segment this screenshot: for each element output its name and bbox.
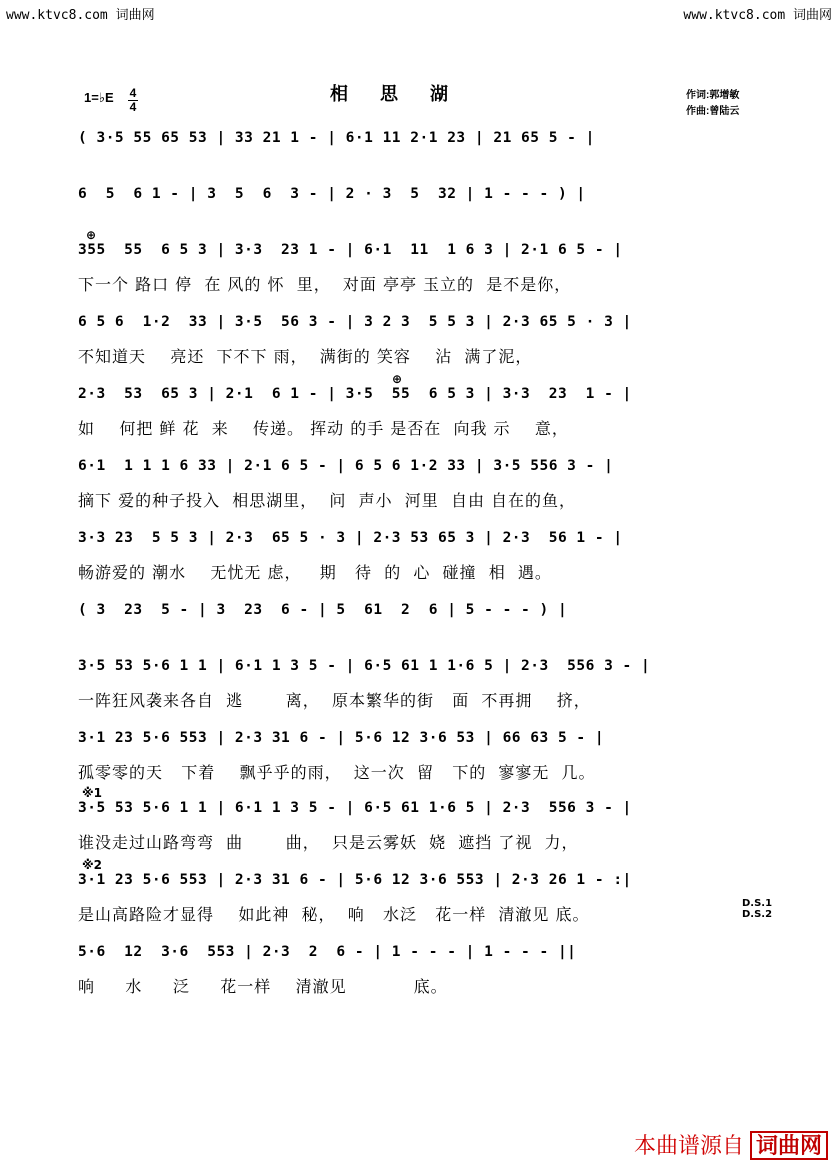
system-notes: 6 5 6 1 - | 3 5 6 3 - | 2 · 3 5 32 | 1 - - - ) |: [78, 186, 586, 202]
lyricist: 作词:郭增敏: [686, 90, 740, 101]
system-notes: 3·5 53 5·6 1 1 | 6·1 1 3 5 - | 6·5 61 1 1·6 5 | 2·3 556 3 - |: [78, 658, 651, 674]
time-bottom: 4: [129, 100, 137, 114]
sign-1: ※1: [82, 786, 103, 800]
segno-mark: ⊕: [86, 228, 97, 242]
system-lyrics: 下一个 路口 停 在 风的 怀 里， 对面 亭亭 玉立的 是不是你，: [78, 275, 572, 294]
key-signature: 1=♭E: [84, 90, 114, 105]
system-lyrics: 如 何把 鲜 花 来 传递。 挥动 的手 是否在 向我 示 意，: [78, 419, 569, 438]
system-lyrics: 响 水 泛 花一样 清澈见 底。: [78, 977, 448, 996]
system-notes: 3·1 23 5·6 553 | 2·3 31 6 - | 5·6 12 3·6 53 | 66 63 5 - |: [78, 730, 605, 746]
system-notes: 2·3 53 65 3 | 2·1 6 1 - | 3·5 55 6 5 3 | 3·3 23 1 - |: [78, 386, 632, 402]
system-notes: 5·6 12 3·6 553 | 2·3 2 6 - | 1 - - - | 1 - - - ||: [78, 944, 577, 960]
system-notes: 355 55 6 5 3 | 3·3 23 1 - | 6·1 11 1 6 3 | 2·1 6 5 - |: [78, 242, 623, 258]
system-lyrics: 是山高路险才显得 如此神 秘， 响 水泛 花一样 清澈见 底。: [78, 905, 590, 924]
ds-marks: [742, 898, 772, 920]
segno-mark-2: ⊕: [392, 372, 403, 386]
footer-source-text: 本曲谱源自: [633, 1133, 744, 1158]
time-top: 4: [129, 86, 137, 100]
system-notes: 3·3 23 5 5 3 | 2·3 65 5 · 3 | 2·3 53 65 3 | 2·3 56 1 - |: [78, 530, 623, 546]
system-notes: 6·1 1 1 1 6 33 | 2·1 6 5 - | 6 5 6 1·2 33 | 3·5 556 3 - |: [78, 458, 614, 474]
ds1-mark: D.S.1: [742, 898, 773, 909]
watermark-left: www.ktvc8.com 词曲网: [6, 8, 155, 23]
watermark-right: www.ktvc8.com 词曲网: [683, 8, 832, 23]
system-notes: 3·5 53 5·6 1 1 | 6·1 1 3 5 - | 6·5 61 1·6 5 | 2·3 556 3 - |: [78, 800, 632, 816]
footer-site-logo: 词曲网: [750, 1131, 828, 1160]
time-signature: [128, 88, 138, 113]
system-lyrics: 谁没走过山路弯弯 曲 曲， 只是云雾妖 娆 遮挡 了视 力，: [78, 833, 579, 852]
system-lyrics: 孤零零的天 下着 飘乎乎的雨， 这一次 留 下的 寥寥无 几。: [78, 763, 596, 782]
composer: 作曲:曾陆云: [686, 106, 740, 117]
song-title: 相思湖: [330, 84, 480, 105]
system-lyrics: 不知道天 亮还 下不下 雨， 满街的 笑容 沾 满了泥，: [78, 347, 533, 366]
credits: [686, 88, 739, 120]
system-lyrics: 摘下 爱的种子投入 相思湖里， 问 声小 河里 自由 自在的鱼，: [78, 491, 577, 510]
system-lyrics: 一阵狂风袭来各自 逃 离， 原本繁华的街 面 不再拥 挤，: [78, 691, 591, 710]
system-notes: ( 3·5 55 65 53 | 33 21 1 - | 6·1 11 2·1 23 | 21 65 5 - |: [78, 130, 595, 146]
system-lyrics: 畅游爱的 潮水 无忧无 虑， 期 待 的 心 碰撞 相 遇。: [78, 563, 552, 582]
system-notes: 3·1 23 5·6 553 | 2·3 31 6 - | 5·6 12 3·6 553 | 2·3 26 1 - :|: [78, 872, 632, 888]
footer-watermark: [634, 1129, 828, 1160]
ds2-mark: D.S.2: [742, 909, 773, 920]
system-notes: 6 5 6 1·2 33 | 3·5 56 3 - | 3 2 3 5 5 3 | 2·3 65 5 · 3 |: [78, 314, 632, 330]
sign-2: ※2: [82, 858, 103, 872]
system-notes: ( 3 23 5 - | 3 23 6 - | 5 61 2 6 | 5 - - - ) |: [78, 602, 568, 618]
